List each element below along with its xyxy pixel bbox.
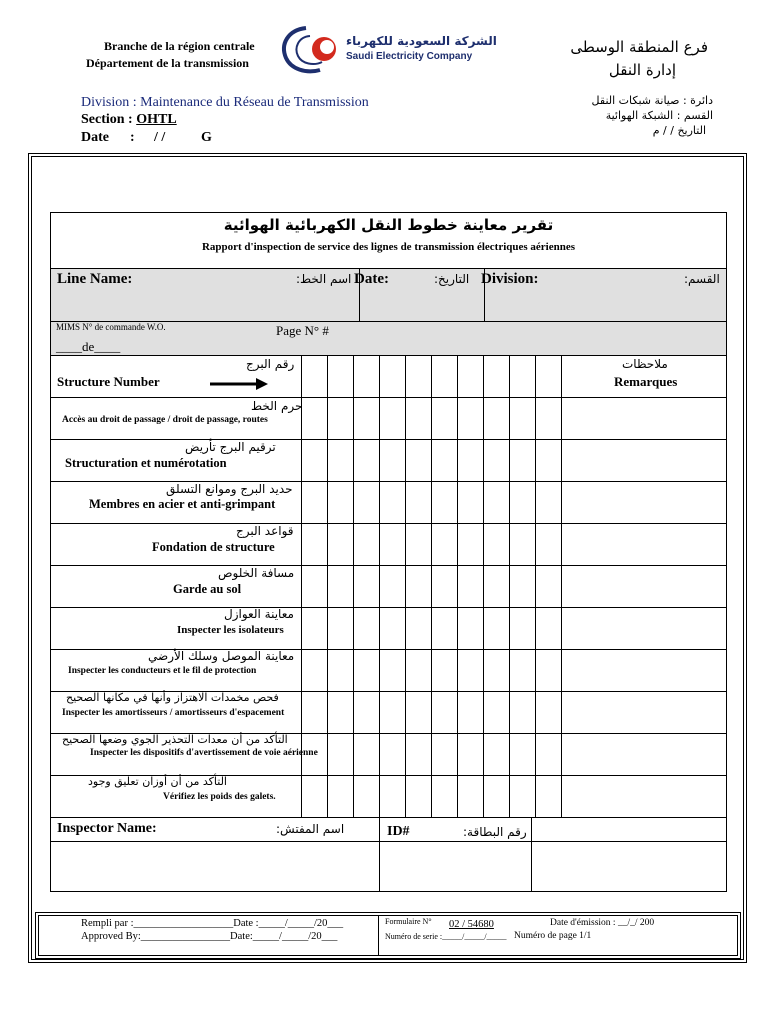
row-3-label: Membres en acier et anti-grimpant (89, 497, 276, 511)
division-ar: دائرة : صيانة شبكات النقل (591, 94, 713, 107)
row-6-label: Inspecter les isolateurs (177, 624, 284, 636)
transmission-dept-ar: إدارة النقل (608, 61, 676, 79)
company-logo-icon (276, 22, 340, 78)
row-7-ar: معاينة الموصل وسلك الأرضي (148, 649, 295, 663)
filled-by: Rempli par :___________________Date :_____/_____/20___ (81, 918, 344, 929)
inspector-name-label: Inspector Name: (57, 821, 157, 836)
row-1-ar: حرم الخط (251, 399, 303, 413)
form-no-label: Formulaire N° (385, 917, 432, 926)
logo-arabic-text: الشركة السعودية للكهرباء (346, 34, 497, 48)
division-field-ar: القسم: (684, 272, 720, 286)
approved-by: Approved By:_________________Date:_____/_____/20___ (81, 931, 338, 942)
remarques-label: Remarques (614, 374, 678, 389)
row-7-label: Inspecter les conducteurs et le fil de protection (68, 666, 257, 676)
row-3-ar: حديد البرج وموانع التسلق (166, 482, 293, 496)
date-colon: : (130, 130, 135, 145)
de-label: ____de____ (56, 339, 121, 354)
row-8-ar: فحص مخمدات الاهتزاز وأنها في مكانها الصحيح (66, 691, 279, 704)
department-label: Département de la transmission (86, 56, 249, 70)
date-slashes: / / (154, 130, 166, 145)
row-9-label: Inspecter les dispositifs d'avertissement de voie aérienne (90, 748, 318, 758)
form-title-fr: Rapport d'inspection de service des lignes de transmission électriques aériennes (201, 241, 576, 253)
row-2-ar: ترقيم البرج تأريض (185, 440, 276, 454)
mims-label: MIMS N° de commande W.O. (56, 322, 166, 332)
row-6-ar: معاينة العوازل (224, 607, 294, 621)
line-name-label: Line Name: (57, 271, 133, 287)
issue-date: Date d'émission : __/_/ 200 (550, 918, 655, 928)
date-ar: التاريخ / / م (652, 124, 706, 137)
inspector-name-ar: اسم المفتش: (276, 822, 345, 836)
section-ar: القسم : الشبكة الهوائية (605, 109, 713, 122)
row-5-label: Garde au sol (173, 582, 242, 596)
date-label: Date (81, 130, 109, 145)
section-value: OHTL (136, 112, 177, 127)
date-suffix: G (201, 130, 212, 145)
row-5-ar: مسافة الخلوص (218, 566, 295, 580)
row-8-label: Inspecter les amortisseurs / amortisseurs d'espacement (62, 708, 285, 718)
structure-ar: رقم البرج (246, 357, 295, 371)
arrow-right-icon (210, 376, 270, 392)
remarques-ar: ملاحظات (622, 357, 668, 371)
structure-number-label: Structure Number (57, 374, 160, 389)
id-ar: رقم البطاقة: (463, 825, 527, 839)
row-4-label: Fondation de structure (152, 540, 275, 554)
section-row (81, 112, 177, 128)
row-1-label: Accès au droit de passage / droit de passage, routes (62, 415, 268, 425)
division-field-label: Division: (481, 271, 539, 287)
page-number-label: Page N° # (276, 323, 329, 338)
form-title-ar: تقرير معاينة خطوط النقل الكهربائية الهوائية (223, 216, 554, 234)
logo-english-text: Saudi Electricity Company (346, 51, 473, 62)
row-9-ar: التأكد من أن معدات التحذير الجوي وضعها الصحيح (62, 733, 288, 746)
branch-label: Branche de la région centrale (104, 39, 255, 53)
region-branch-ar: فرع المنطقة الوسطى (570, 38, 708, 56)
division-label: Division : Maintenance du Réseau de Transmission (81, 95, 369, 110)
id-label: ID# (387, 824, 410, 839)
row-2-label: Structuration et numérotation (65, 456, 227, 470)
form-no-value: 02 / 54680 (449, 919, 494, 930)
page-number: Numéro de page 1/1 (514, 931, 592, 941)
row-10-ar: التأكد من أن أوزان تعليق وجود (88, 775, 227, 788)
section-label: Section : (81, 112, 133, 127)
company-logo (276, 22, 496, 78)
row-4-ar: قواعد البرج (236, 524, 294, 538)
row-10-label: Vérifiez les poids des galets. (163, 792, 276, 802)
date-field-label: Date: (354, 271, 389, 287)
date-field-ar: التاريخ: (434, 272, 470, 286)
line-name-ar: اسم الخط: (296, 272, 352, 286)
serial-number: Numéro de serie :_____/_____/_____ (385, 932, 507, 941)
